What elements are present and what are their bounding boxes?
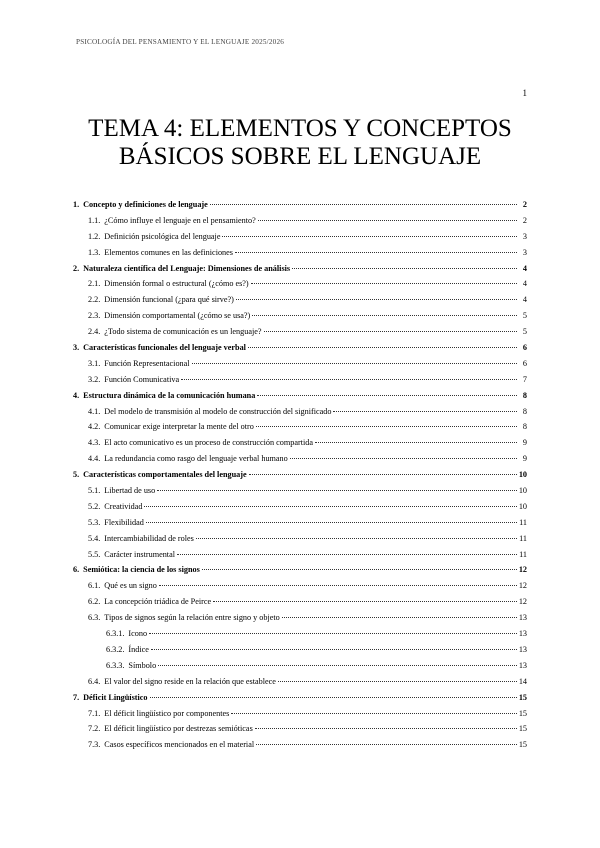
toc-entry-title: Del modelo de transmisión al modelo de construcción del significado bbox=[104, 406, 332, 416]
toc-entry-title: ¿Todo sistema de comunicación es un lenguaje? bbox=[104, 327, 262, 337]
toc-entry-number: 4.4. bbox=[88, 454, 101, 464]
toc-entry-number: 7.3. bbox=[88, 740, 101, 750]
toc-entry[interactable] bbox=[73, 534, 527, 550]
page-number: 1 bbox=[522, 88, 527, 98]
toc-entry-title: La concepción triádica de Peirce bbox=[104, 597, 212, 607]
toc-dot-leader bbox=[144, 506, 516, 507]
toc-entry-page: 7 bbox=[522, 374, 527, 384]
toc-entry-number: 6.3. bbox=[88, 613, 101, 623]
toc-dot-leader bbox=[181, 379, 517, 380]
toc-entry-page: 5 bbox=[522, 327, 527, 337]
toc-dot-leader bbox=[292, 268, 517, 269]
toc-entry[interactable] bbox=[73, 422, 527, 438]
toc-dot-leader bbox=[278, 681, 517, 682]
toc-dot-leader bbox=[151, 649, 517, 650]
toc-entry[interactable] bbox=[73, 359, 527, 375]
toc-entry[interactable] bbox=[73, 327, 527, 343]
toc-entry-page: 6 bbox=[522, 358, 527, 368]
title-line-1: TEMA 4: ELEMENTOS Y CONCEPTOS bbox=[88, 115, 512, 142]
toc-entry-title: Tipos de signos según la relación entre signo y objeto bbox=[104, 613, 280, 623]
toc-entry-title: El valor del signo reside en la relación que establece bbox=[104, 676, 276, 686]
toc-entry-number: 4.2. bbox=[88, 422, 101, 432]
toc-entry-number: 4.1. bbox=[88, 406, 101, 416]
toc-entry-number: 2.4. bbox=[88, 327, 101, 337]
toc-entry[interactable] bbox=[73, 264, 527, 280]
toc-entry-title: Flexibilidad bbox=[104, 517, 144, 527]
toc-dot-leader bbox=[251, 283, 517, 284]
toc-entry[interactable] bbox=[73, 232, 527, 248]
toc-entry-title: Qué es un signo bbox=[104, 581, 157, 591]
toc-dot-leader bbox=[249, 474, 517, 475]
toc-entry-number: 1.3. bbox=[88, 247, 101, 257]
toc-entry-number: 3.2. bbox=[88, 374, 101, 384]
toc-entry-page: 3 bbox=[522, 247, 527, 257]
toc-entry-page: 10 bbox=[518, 470, 527, 480]
toc-entry-page: 15 bbox=[518, 740, 527, 750]
table-of-contents bbox=[73, 200, 527, 756]
toc-entry-title: Carácter instrumental bbox=[104, 549, 175, 559]
toc-entry-number: 7. bbox=[73, 692, 80, 702]
toc-entry[interactable] bbox=[73, 613, 527, 629]
toc-entry[interactable] bbox=[73, 343, 527, 359]
toc-dot-leader bbox=[256, 744, 517, 745]
toc-entry[interactable] bbox=[73, 661, 527, 677]
toc-entry-page: 5 bbox=[522, 311, 527, 321]
toc-entry-page: 10 bbox=[518, 501, 527, 511]
toc-entry-number: 7.2. bbox=[88, 724, 101, 734]
toc-entry-title: Definición psicológica del lenguaje bbox=[104, 231, 221, 241]
toc-entry-page: 15 bbox=[518, 692, 527, 702]
toc-entry-title: Índice bbox=[128, 644, 149, 654]
toc-entry[interactable] bbox=[73, 550, 527, 566]
toc-entry-number: 6.3.1. bbox=[106, 629, 125, 639]
toc-dot-leader bbox=[231, 713, 516, 714]
toc-dot-leader bbox=[235, 252, 517, 253]
toc-entry-title: Concepto y definiciones de lenguaje bbox=[83, 200, 208, 209]
document-title bbox=[60, 115, 540, 171]
toc-entry-title: Icono bbox=[128, 629, 148, 639]
toc-entry-number: 6.1. bbox=[88, 581, 101, 591]
toc-entry[interactable] bbox=[73, 518, 527, 534]
toc-entry[interactable] bbox=[73, 597, 527, 613]
toc-entry[interactable] bbox=[73, 200, 527, 216]
toc-dot-leader bbox=[257, 395, 517, 396]
toc-dot-leader bbox=[236, 299, 517, 300]
toc-dot-leader bbox=[177, 554, 517, 555]
toc-entry-title: Símbolo bbox=[128, 660, 157, 670]
toc-dot-leader bbox=[150, 697, 517, 698]
toc-entry-page: 12 bbox=[518, 597, 527, 607]
toc-entry[interactable] bbox=[73, 375, 527, 391]
toc-entry-page: 11 bbox=[519, 517, 527, 527]
toc-entry-page: 9 bbox=[522, 438, 527, 448]
toc-entry-page: 3 bbox=[522, 231, 527, 241]
toc-dot-leader bbox=[149, 633, 517, 634]
toc-entry-title: Déficit Lingüístico bbox=[83, 692, 148, 702]
toc-entry-page: 8 bbox=[522, 422, 527, 432]
toc-entry-title: Elementos comunes en las definiciones bbox=[104, 247, 233, 257]
toc-entry-page: 6 bbox=[522, 343, 527, 353]
toc-entry-title: Características funcionales del lenguaje verbal bbox=[83, 343, 246, 353]
toc-entry-page: 12 bbox=[518, 565, 527, 575]
toc-entry-number: 2.1. bbox=[88, 279, 101, 289]
toc-entry[interactable] bbox=[73, 677, 527, 693]
toc-entry-number: 5. bbox=[73, 470, 80, 480]
toc-entry-title: ¿Cómo influye el lenguaje en el pensamiento? bbox=[104, 215, 256, 225]
toc-entry-number: 1.1. bbox=[88, 215, 101, 225]
toc-entry-number: 6.3.2. bbox=[106, 644, 125, 654]
toc-entry-number: 5.3. bbox=[88, 517, 101, 527]
toc-entry[interactable] bbox=[73, 438, 527, 454]
toc-dot-leader bbox=[315, 442, 517, 443]
toc-entry[interactable] bbox=[73, 581, 527, 597]
toc-entry-page: 9 bbox=[522, 454, 527, 464]
toc-entry-number: 5.4. bbox=[88, 533, 101, 543]
toc-entry-number: 6.3.3. bbox=[106, 660, 125, 670]
toc-entry-title: Libertad de uso bbox=[104, 486, 156, 496]
toc-entry[interactable] bbox=[73, 502, 527, 518]
toc-entry[interactable] bbox=[73, 709, 527, 725]
toc-entry[interactable] bbox=[73, 311, 527, 327]
toc-entry-title: Dimensión comportamental (¿cómo se usa?) bbox=[104, 311, 251, 321]
toc-dot-leader bbox=[222, 236, 517, 237]
toc-entry-title: El acto comunicativo es un proceso de construcción compartida bbox=[104, 438, 313, 448]
toc-entry-title: Función Comunicativa bbox=[104, 374, 180, 384]
toc-dot-leader bbox=[333, 411, 517, 412]
toc-entry-title: El déficit lingüístico por destrezas semióticas bbox=[104, 724, 253, 734]
toc-entry-page: 12 bbox=[518, 581, 527, 591]
toc-entry-number: 2. bbox=[73, 263, 80, 273]
toc-entry-number: 4. bbox=[73, 390, 80, 400]
toc-entry-number: 1.2. bbox=[88, 231, 101, 241]
toc-dot-leader bbox=[196, 538, 517, 539]
toc-entry[interactable] bbox=[73, 279, 527, 295]
toc-dot-leader bbox=[213, 601, 517, 602]
toc-entry-number: 1. bbox=[73, 200, 80, 209]
toc-entry-number: 6. bbox=[73, 565, 80, 575]
toc-entry-page: 10 bbox=[518, 486, 527, 496]
toc-dot-leader bbox=[146, 522, 517, 523]
toc-entry-number: 7.1. bbox=[88, 708, 101, 718]
toc-dot-leader bbox=[159, 585, 517, 586]
toc-dot-leader bbox=[255, 728, 517, 729]
toc-entry-title: El déficit lingüístico por componentes bbox=[104, 708, 230, 718]
toc-entry-page: 15 bbox=[518, 708, 527, 718]
toc-entry[interactable] bbox=[73, 693, 527, 709]
toc-entry-number: 2.2. bbox=[88, 295, 101, 305]
toc-entry-number: 5.5. bbox=[88, 549, 101, 559]
toc-dot-leader bbox=[264, 331, 518, 332]
toc-entry-page: 4 bbox=[522, 263, 527, 273]
toc-entry-title: Estructura dinámica de la comunicación humana bbox=[83, 390, 256, 400]
toc-entry[interactable] bbox=[73, 391, 527, 407]
toc-entry-title: Semiótica: la ciencia de los signos bbox=[83, 565, 200, 575]
toc-entry-title: Características comportamentales del lenguaje bbox=[83, 470, 247, 480]
toc-entry-title: Dimensión formal o estructural (¿cómo es?) bbox=[104, 279, 249, 289]
toc-entry[interactable] bbox=[73, 470, 527, 486]
toc-entry[interactable] bbox=[73, 724, 527, 740]
running-header: PSICOLOGÍA DEL PENSAMIENTO Y EL LENGUAJE 2025/2026 bbox=[76, 38, 285, 46]
toc-entry-title: Intercambiabilidad de roles bbox=[104, 533, 194, 543]
toc-entry-number: 3.1. bbox=[88, 358, 101, 368]
toc-dot-leader bbox=[258, 220, 517, 221]
toc-entry-number: 5.1. bbox=[88, 486, 101, 496]
toc-dot-leader bbox=[202, 569, 517, 570]
toc-dot-leader bbox=[282, 617, 517, 618]
toc-dot-leader bbox=[290, 458, 517, 459]
toc-entry-page: 4 bbox=[522, 279, 527, 289]
toc-entry[interactable] bbox=[73, 629, 527, 645]
toc-entry-page: 13 bbox=[518, 629, 527, 639]
title-line-2: BÁSICOS SOBRE EL LENGUAJE bbox=[118, 143, 482, 170]
toc-entry-title: Dimensión funcional (¿para qué sirve?) bbox=[104, 295, 234, 305]
toc-entry-page: 13 bbox=[518, 613, 527, 623]
toc-entry-number: 3. bbox=[73, 343, 80, 353]
toc-entry[interactable] bbox=[73, 565, 527, 581]
toc-entry-page: 11 bbox=[519, 549, 527, 559]
toc-dot-leader bbox=[192, 363, 517, 364]
toc-entry[interactable] bbox=[73, 645, 527, 661]
toc-entry-page: 2 bbox=[522, 215, 527, 225]
toc-dot-leader bbox=[252, 315, 517, 316]
toc-entry-page: 4 bbox=[522, 295, 527, 305]
toc-entry-number: 6.2. bbox=[88, 597, 101, 607]
toc-entry-page: 11 bbox=[519, 533, 527, 543]
toc-entry-number: 4.3. bbox=[88, 438, 101, 448]
toc-entry-number: 2.3. bbox=[88, 311, 101, 321]
toc-dot-leader bbox=[256, 426, 517, 427]
toc-entry-title: La redundancia como rasgo del lenguaje verbal humano bbox=[104, 454, 288, 464]
toc-entry-page: 14 bbox=[518, 676, 527, 686]
toc-entry-number: 6.4. bbox=[88, 676, 101, 686]
toc-entry-page: 8 bbox=[522, 406, 527, 416]
toc-entry[interactable] bbox=[73, 295, 527, 311]
toc-entry-page: 13 bbox=[518, 644, 527, 654]
toc-dot-leader bbox=[210, 204, 517, 205]
toc-entry[interactable] bbox=[73, 486, 527, 502]
toc-dot-leader bbox=[158, 665, 517, 666]
toc-entry[interactable] bbox=[73, 740, 527, 756]
toc-entry[interactable] bbox=[73, 454, 527, 470]
toc-dot-leader bbox=[248, 347, 517, 348]
toc-entry-page: 2 bbox=[522, 200, 527, 209]
toc-entry-title: Función Representacional bbox=[104, 358, 190, 368]
toc-entry-title: Naturaleza científica del Lenguaje: Dimensiones de análisis bbox=[83, 263, 291, 273]
toc-entry[interactable] bbox=[73, 248, 527, 264]
toc-entry[interactable] bbox=[73, 216, 527, 232]
toc-entry-page: 8 bbox=[522, 390, 527, 400]
toc-entry[interactable] bbox=[73, 407, 527, 423]
toc-entry-page: 15 bbox=[518, 724, 527, 734]
toc-dot-leader bbox=[157, 490, 517, 491]
toc-entry-number: 5.2. bbox=[88, 501, 101, 511]
toc-entry-title: Comunicar exige interpretar la mente del otro bbox=[104, 422, 254, 432]
toc-entry-title: Casos específicos mencionados en el material bbox=[104, 740, 255, 750]
toc-entry-title: Creatividad bbox=[104, 501, 143, 511]
toc-entry-page: 13 bbox=[518, 660, 527, 670]
